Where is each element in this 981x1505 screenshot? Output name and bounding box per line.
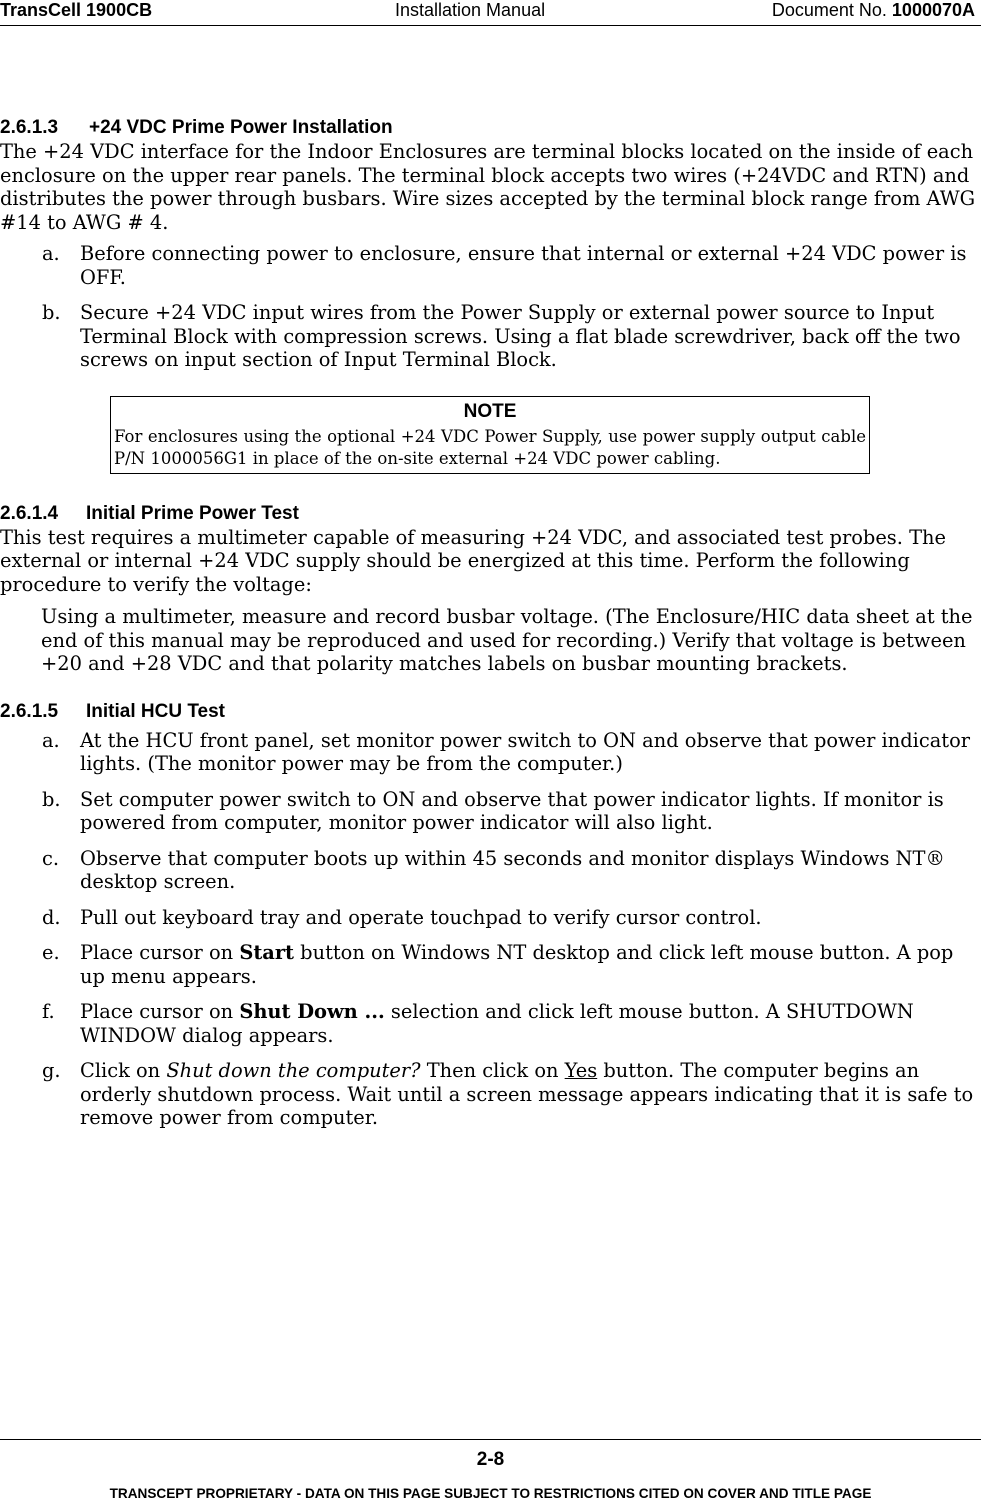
step-item [42, 728, 981, 776]
step-marker: e. [42, 941, 60, 964]
section-title: Initial HCU Test [86, 700, 225, 722]
step-list [0, 242, 981, 372]
page-header [0, 0, 981, 26]
section-number: 2.6.1.4 [0, 502, 59, 524]
section-number: 2.6.1.5 [0, 700, 59, 722]
note-box [110, 396, 870, 474]
step-text-suffix: button. The computer begins an orderly shutdown process. Wait until a screen message appears indicating that it is safe to remove power from computer. [80, 1059, 974, 1129]
step-marker: b. [42, 301, 61, 324]
section-prime-power-installation [0, 116, 981, 474]
section-intro: This test requires a multimeter capable of measuring +24 VDC, and associated test probes. The external or internal +24 VDC supply should be energized at this time. Perform the following procedure to verify the voltage: [0, 525, 946, 596]
section-number: 2.6.1.3 [0, 117, 59, 138]
section-heading [0, 700, 981, 724]
shutdown-option-reference: Shut down the computer? [166, 1059, 421, 1082]
section-initial-prime-power-test [0, 502, 981, 676]
step-text: Pull out keyboard tray and operate touchpad to verify cursor control. [80, 905, 762, 929]
step-text-suffix: button on Windows NT desktop and click left mouse button. A pop up menu appears. [80, 941, 954, 988]
header-doc-number: 1000070A [891, 0, 975, 20]
start-button-reference: Start [239, 941, 295, 964]
yes-button-reference: Yes [564, 1059, 598, 1082]
step-item [42, 1000, 981, 1047]
step-text-suffix: selection and click left mouse button. A SHUTDOWN WINDOW dialog appears. [80, 1000, 914, 1047]
section-initial-hcu-test [0, 700, 981, 1130]
step-item [42, 846, 981, 894]
step-marker: d. [42, 905, 61, 929]
page-number: 2-8 [476, 1449, 505, 1470]
step-text-middle: Then click on [420, 1059, 565, 1082]
step-text-prefix: Place cursor on [80, 1000, 240, 1023]
footer-divider [0, 1439, 981, 1440]
step-marker: a. [42, 242, 60, 265]
step-item [42, 905, 981, 930]
section-intro: The +24 VDC interface for the Indoor Enclosures are terminal blocks located on the inside of each enclosure on the upper rear panels. The terminal block accepts two wires (+24VDC and RTN) and distributes the power through busbars. Wire sizes accepted by the terminal block range from AWG #14 to AWG # 4. [0, 140, 976, 234]
step-text: Set computer power switch to ON and observe that power indicator lights. If monitor is powered from computer, monitor power indicator will also light. [80, 787, 944, 834]
step-marker: f. [42, 1000, 55, 1023]
step-item [42, 301, 981, 372]
section-heading [0, 502, 981, 526]
step-list [0, 729, 981, 1130]
step-text: Secure +24 VDC input wires from the Power Supply or external power source to Input Terminal Block with compression screws. Using a flat blade screwdriver, back off the two screws on input section of Input Terminal Block. [80, 301, 961, 371]
header-product: TransCell 1900CB [0, 0, 153, 20]
note-title: NOTE [463, 400, 517, 422]
section-heading [0, 116, 981, 140]
header-manual: Installation Manual [395, 0, 546, 20]
step-text: Observe that computer boots up within 45 seconds and monitor displays Windows NT® desktop screen. [80, 846, 945, 893]
note-text: For enclosures using the optional +24 VDC Power Supply, use power supply output cable P/N 1000056G1 in place of the on-site external +24 VDC power cabling. [114, 426, 866, 468]
proprietary-notice: TRANSCEPT PROPRIETARY - DATA ON THIS PAGE SUBJECT TO RESTRICTIONS CITED ON COVER AND TITLE PAGE [109, 1486, 872, 1501]
step-item [42, 941, 981, 988]
step-text-prefix: Click on [80, 1059, 167, 1082]
step-marker: g. [42, 1059, 61, 1082]
step-item [42, 787, 981, 835]
step-text: Before connecting power to enclosure, ensure that internal or external +24 VDC power is OFF. [80, 242, 967, 289]
step-text: At the HCU front panel, set monitor power switch to ON and observe that power indicator lights. (The monitor power may be from the computer.) [80, 728, 971, 775]
step-item [42, 1059, 981, 1130]
step-marker: c. [42, 846, 60, 870]
header-doc-label: Document No. [771, 0, 892, 20]
page-body [0, 116, 981, 1130]
step-item [42, 242, 981, 289]
step-text-prefix: Place cursor on [80, 941, 240, 964]
header-document-number [772, 0, 975, 20]
section-title: Initial Prime Power Test [86, 502, 299, 524]
step-marker: a. [42, 728, 60, 752]
step-marker: b. [42, 787, 61, 811]
procedure-text: Using a multimeter, measure and record busbar voltage. (The Enclosure/HIC data sheet at the end of this manual may be reproduced and used for recording.) Verify that voltage is between +20 and +28 VDC and that polarity matches labels on busbar mounting brackets. [41, 605, 973, 675]
shut-down-menu-reference: Shut Down ... [239, 1000, 385, 1023]
section-title: +24 VDC Prime Power Installation [89, 117, 393, 138]
